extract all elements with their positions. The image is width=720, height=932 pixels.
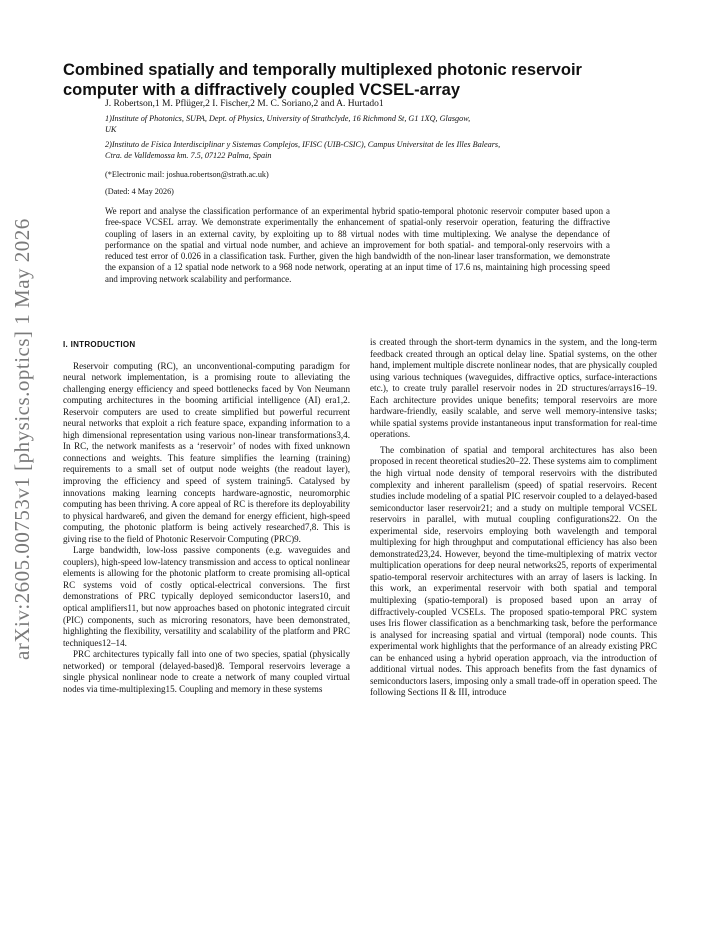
affiliation-2 <box>105 139 625 161</box>
paper-title <box>63 60 653 100</box>
date-line: (Dated: 4 May 2026) <box>105 187 174 196</box>
paragraph: The combination of spatial and temporal architectures has also been proposed in recent theoretical studies20–22. These systems aim to compliment the high virtual node density of temporal reservoirs with the distributed complexity and inherent parallelism (speed) of spatial reservoirs. Recent studies include modeling of a spatial PIC reservoir coupled to a delayed-based semiconductor laser reservoir21; and a study on multiple temporal VCSEL reservoirs in parallel, with mutual coupling configurations22. On the experimental side, reservoirs employing both wavelength and temporal multiplexing for high throughput and computational efficiency has also been demonstrated23,24. However, beyond the time-multiplexing of matrix vector multiplication operations for deep neural networks25, reports of experimental spatio-temporal reservoir architectures with an array of lasers is lacking. In this work, an experimental reservoir with both spatial and temporal multiplexing (spatio-temporal) is proposed based upon an array of diffractively-coupled VCSELs. The proposed spatio-temporal PRC system uses Iris flower classification as a benchmarking task, before the performance is analysed for increasing spatial and virtual (temporal) node counts. This experimental work highlights that the performance of an already existing PRC can be enhanced using a hybrid operation approach, via the introduction of additional virtual nodes. This approach benefits from the fast dynamics of semiconductors lasers, imposing only a small trade-off in operation speed. The following Sections II & III, introduce <box>370 444 657 698</box>
affiliation-line: 1)Institute of Photonics, SUPA, Dept. of Physics, University of Strathclyde, 16 Richmond St, G1 1XQ, Glasgow, <box>105 114 471 123</box>
paragraph: is created through the short-term dynamics in the system, and the long-term feedback created through an optical delay line. Spatial systems, on the other hand, implement multiple discrete nonlinear nodes, that are physically coupled using various techniques (waveguides, diffractive optics, surface-interactions etc.), to create truly parallel reservoir nodes in 2D structures/arrays16–19. Each architecture provides unique benefits; temporal reservoirs are more hardware-friendly, easily scalable, and serve well memory-intensive tasks; while spatial systems provide instantaneous input transformation for real-time operations. <box>370 337 657 440</box>
title-line: Combined spatially and temporally multiplexed photonic reservoir <box>63 61 582 79</box>
section-heading: I. INTRODUCTION <box>63 340 136 349</box>
affiliation-line: Ctra. de Valldemossa km. 7.5, 07122 Palma, Spain <box>105 151 272 160</box>
arxiv-identifier: arXiv:2605.00753v1 [physics.optics] 1 May 2026 <box>10 218 34 660</box>
affiliation-line: UK <box>105 125 117 134</box>
title-line: computer with a diffractively coupled VCSEL-array <box>63 81 461 99</box>
affiliation-1 <box>105 113 625 135</box>
paragraph: PRC architectures typically fall into one of two species, spatial (physically networked) or temporal (delayed-based)8. Temporal reservoirs leverage a single physical nonlinear node to create a network of many coupled virtual nodes via time-multiplexing15. Coupling and memory in these systems <box>63 649 350 694</box>
left-column <box>63 337 350 695</box>
right-column <box>370 337 657 699</box>
corresponding-email: (*Electronic mail: joshua.robertson@strath.ac.uk) <box>105 170 269 179</box>
paragraph: Large bandwidth, low-loss passive components (e.g. waveguides and couplers), high-speed low-latency transmission and access to optical nonlinear elements is allowing for the photonic platform to create promising all-optical RC systems void of costly optical-electrical conversions. The first demonstrations of PRC typically deployed semiconductor lasers10, and optical amplifiers11, but now approaches based on photonic integrated circuit (PIC) components, such as microring resonators, have been demonstrated, highlighting the flexibility, versatility and scalability of the platform and PRC techniques12–14. <box>63 545 350 648</box>
abstract: We report and analyse the classification performance of an experimental hybrid spatio-temporal photonic reservoir computer based upon a free-space VCSEL array. We demonstrate experimentally the enhancement of spatial-only reservoir operation, featuring the diffractive coupling of lasers in an external cavity, by exploiting up to 88 virtual nodes with time multiplexing. We analyse the dependance of performance on the spatial and virtual node number, and achieve an improvement for both spatial- and temporal-only reservoirs with a reduced test error of 0.026 in a classification task. Further, given the high bandwidth of the non-linear laser transformation, we demonstrate the expansion of a 12 spatial node network to a 968 node network, operating at an input time of 17.6 ns, maintaining high processing speed and improving network scalability and performance. <box>105 206 610 284</box>
paragraph: Reservoir computing (RC), an unconventional-computing paradigm for neural network implementation, is a promising route to alleviating the challenging energy efficiency and speed bottlenecks faced by Von Neumann computing architectures in the booming artificial intelligence (AI) era1,2. Reservoir computers are used to create simplified but powerful recurrent neural networks that exploit a rich feature space, expanding information to a high dimensional representation using various non-linear transformations3,4. In RC, the network manifests as a ‘reservoir’ of nodes with fixed unknown connections and weights. This feature simplifies the learning (training) requirements to a small set of output node weights (the readout layer), improving the efficiency and speed of system training5. Catalysed by innovations making learning concepts hardware-agnostic, neuromorphic computing has been thriving. A core appeal of RC is therefore its deployability to physical hardware6, and given the demand for energy efficient, high-speed computing, the photonic platform is being actively researched7,8. This is giving rise to the field of Photonic Reservoir Computing (PRC)9. <box>63 360 350 544</box>
affiliation-line: 2)Instituto de Física Interdisciplinar y Sistemas Complejos, IFISC (UIB-CSIC), Campus Universitat de les Illes Balears, <box>105 140 501 149</box>
author-list: J. Robertson,1 M. Pflüger,2 I. Fischer,2 M. C. Soriano,2 and A. Hurtado1 <box>105 99 384 109</box>
